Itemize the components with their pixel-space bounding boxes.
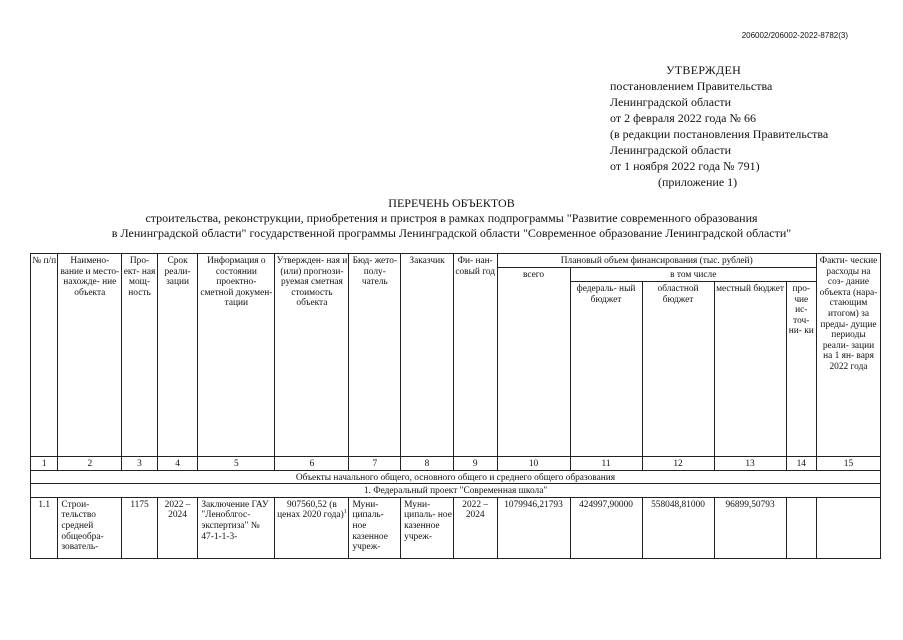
header-cell: федераль- ный бюджет [570, 282, 642, 457]
column-number: 5 [198, 457, 275, 471]
column-number: 9 [453, 457, 497, 471]
cost: 907560,52 (в ценах 2020 года) [277, 499, 344, 521]
row-number: 1.1 [31, 497, 58, 558]
section-row [31, 470, 881, 484]
total-amount: 1079946,21793 [497, 497, 570, 558]
docs-info: Заключение ГАУ "Леноблгос- экспертиза" № 47-1-1-3- [198, 497, 275, 558]
approval-line: Ленинградской области [610, 95, 732, 109]
header-cell: Наимено- вание и место- нахожде- ние объекта [58, 254, 122, 457]
approval-line: от 1 ноября 2022 года № 791) [610, 159, 760, 173]
header-cell: Срок реали- зации [157, 254, 198, 457]
approval-line: (в редакции постановления Правительства [610, 127, 829, 141]
objects-table [30, 253, 881, 559]
column-number: 3 [122, 457, 158, 471]
column-number: 12 [642, 457, 714, 471]
header-row [31, 254, 881, 268]
subsection-row [31, 484, 881, 498]
column-number: 10 [497, 457, 570, 471]
column-number: 14 [786, 457, 816, 471]
column-number: 4 [157, 457, 198, 471]
header-cell-plan: Плановый объем финансирования (тыс. рублей) [497, 254, 816, 268]
column-number: 2 [58, 457, 122, 471]
column-number: 11 [570, 457, 642, 471]
section-title: Объекты начального общего, основного общего и среднего общего образования [31, 470, 881, 484]
local-amount: 96899,50793 [714, 497, 786, 558]
capacity: 1175 [122, 497, 158, 558]
header-cell: Информация о состоянии проектно- сметной докумен- тации [198, 254, 275, 457]
cost-footnote: 1 [343, 509, 347, 516]
approval-line: Ленинградской области [610, 143, 732, 157]
column-number: 13 [714, 457, 786, 471]
header-cell: Про- ект- ная мощ- ность [122, 254, 158, 457]
column-number: 7 [349, 457, 401, 471]
table-row [31, 497, 881, 558]
header-cell: областной бюджет [642, 282, 714, 457]
header-cell: Заказчик [401, 254, 454, 457]
subsection-title: 1. Федеральный проект "Современная школа" [31, 484, 881, 498]
approval-line: от 2 февраля 2022 года № 66 [610, 111, 756, 125]
actual-expenses [816, 497, 880, 558]
column-number: 15 [816, 457, 880, 471]
heading-line: строительства, реконструкции, приобретения и пристроя в рамках подпрограммы "Развитие современного образования [145, 211, 758, 225]
cost-cell [275, 497, 349, 558]
header-cell: № п/п [31, 254, 58, 457]
other-amount [786, 497, 816, 558]
header-cell: Фи- нан- совый год [453, 254, 497, 457]
document-heading [0, 196, 903, 241]
financial-year: 2022 – 2024 [453, 497, 497, 558]
column-number: 1 [31, 457, 58, 471]
approval-title: УТВЕРЖДЕН [666, 63, 742, 77]
header-cell: Бюд- жето- полу- чатель [349, 254, 401, 457]
header-cell-incl: в том числе [570, 268, 816, 282]
column-number: 8 [401, 457, 454, 471]
approval-block [610, 62, 828, 190]
object-name: Строи- тельство средней общеобра- зователь- [58, 497, 122, 558]
column-numbers-row [31, 457, 881, 471]
federal-amount: 424997,90000 [570, 497, 642, 558]
document-id: 206002/206002-2022-8782(3) [741, 31, 848, 40]
approval-appendix: (приложение 1) [658, 175, 738, 189]
approval-line: постановлением Правительства [610, 79, 773, 93]
budget-recipient: Муни- ципаль- ное казенное учреж- [349, 497, 401, 558]
customer: Муни- ципаль- ное казенное учреж- [401, 497, 454, 558]
heading-title: ПЕРЕЧЕНЬ ОБЪЕКТОВ [388, 196, 515, 210]
period: 2022 – 2024 [157, 497, 198, 558]
heading-line: в Ленинградской области" государственной программы Ленинградской области "Современное образование Ленинградской области" [111, 226, 792, 240]
header-cell: всего [497, 268, 570, 457]
header-cell: Утвержден- ная и (или) прогнози- руемая сметная стоимость объекта [275, 254, 349, 457]
column-number: 6 [275, 457, 349, 471]
regional-amount: 558048,81000 [642, 497, 714, 558]
header-cell: про- чие ис- точ- ни- ки [786, 282, 816, 457]
header-cell: Факти- ческие расходы на соз- дание объекта (нара- стающим итогом) за преды- дущие периоды реали- зации на 1 ян- варя 2022 года [816, 254, 880, 457]
header-cell: местный бюджет [714, 282, 786, 457]
